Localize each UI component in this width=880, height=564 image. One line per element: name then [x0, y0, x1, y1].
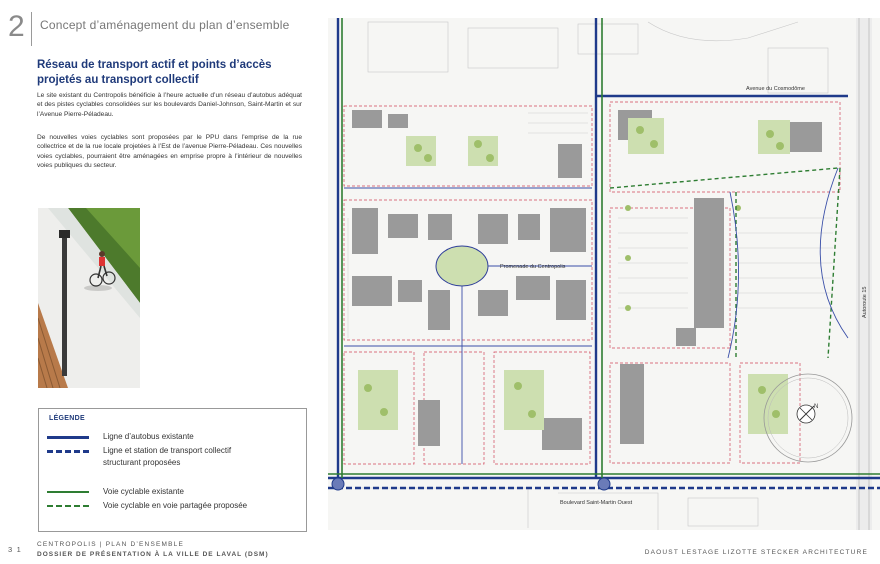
body-paragraph-1: Le site existant du Centropolis bénéficie à l’heure actuelle d’un réseau d’autobus adéquat et des pistes cyclables consolidées sur les boulevards Daniel-Johnson, Saint-Martin et sur l’Avenue Pierre-Péladeau. [37, 92, 302, 118]
footer-firm: DAOUST LESTAGE LIZOTTE STECKER ARCHITECTURE [644, 549, 868, 556]
solid-green-line-swatch [47, 491, 89, 493]
autoroute-label: Autoroute 15 [862, 286, 868, 318]
avenue-cosmodome-label: Avenue du Cosmodôme [746, 86, 805, 92]
solid-blue-line-swatch [47, 436, 89, 439]
chapter-divider [31, 12, 32, 46]
promenade-label: Promenade du Centropolis [500, 264, 566, 270]
legend-title: LÉGENDE [49, 415, 85, 422]
legend-box: LÉGENDE Ligne d’autobus existante Ligne et station de transport collectif structurant proposées Voie cyclable existante Voie cyclable en voie partagée proposée [38, 408, 307, 532]
dashed-blue-line-swatch [47, 450, 89, 453]
boulevard-st-martin-label: Boulevard Saint-Martin Ouest [560, 500, 633, 506]
cyclist-photo [38, 208, 140, 388]
section-title: Réseau de transport actif et points d’accès projetés au transport collectif [37, 59, 272, 86]
site-plan-map [328, 18, 880, 530]
footer-project: CENTROPOLIS | PLAN D’ENSEMBLE [37, 541, 185, 548]
autoroute-strip [856, 18, 872, 530]
north-label: N [814, 404, 819, 410]
dashed-green-line-swatch [47, 505, 89, 507]
page-number: 3 1 [8, 545, 23, 554]
footer-document: DOSSIER DE PRÉSENTATION À LA VILLE DE LAVAL (DSM) [37, 551, 269, 558]
chapter-title: Concept d’aménagement du plan d’ensemble [40, 18, 290, 32]
chapter-number: 2 [8, 10, 25, 43]
body-paragraph-2: De nouvelles voies cyclables sont proposées par le PPU dans l’emprise de la rue collectrice et de la rue locale projetées à l’Est de l’avenue Pierre-Péladeau. Ces nouvelles voies cyclables, pourraient être aménagées en emprise propre à l’intérieur de nouvelles voies publiques du secteur. [37, 134, 302, 170]
